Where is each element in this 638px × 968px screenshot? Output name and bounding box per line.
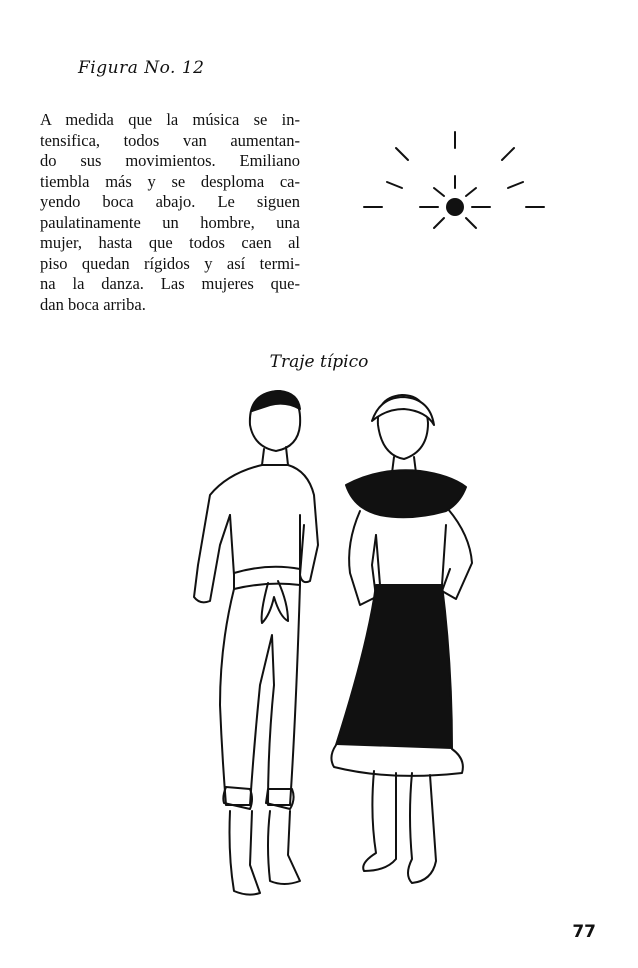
paragraph-line: do sus movimientos. Emiliano	[40, 151, 300, 170]
paragraph-line: piso quedan rígidos y así termi-	[40, 253, 300, 273]
man-figure	[194, 391, 318, 895]
traditional-costume-illustration	[150, 385, 510, 905]
ray-outer-right	[508, 182, 523, 188]
paragraph-line: na la danza. Las mujeres que-	[40, 274, 300, 293]
paragraph-line: A medida que la música se in-	[40, 110, 300, 129]
page-number: 77	[572, 922, 596, 942]
paragraph-line: paulatinamente un hombre, una	[40, 212, 300, 232]
paragraph-line: tensifica, todos van aumentan-	[40, 130, 300, 150]
ray-inner-upper-right	[466, 188, 476, 196]
body-paragraph	[40, 110, 300, 315]
ray-outer-left	[387, 182, 402, 188]
woman-figure	[331, 395, 472, 883]
paragraph-line: tiembla más y se desploma ca-	[40, 171, 300, 191]
center-dot	[446, 198, 464, 216]
ray-inner-upper-left	[434, 188, 444, 196]
ray-lower-left	[434, 218, 444, 228]
illustration-caption: Traje típico	[269, 352, 369, 372]
ray-outer-upper-right	[502, 148, 514, 160]
paragraph-line: yendo boca abajo. Le siguen	[40, 192, 300, 211]
ray-lower-right	[466, 218, 476, 228]
dance-position-diagram	[360, 128, 550, 240]
paragraph-line: dan boca arriba.	[40, 294, 146, 314]
ray-outer-upper-left	[396, 148, 408, 160]
paragraph-line: mujer, hasta que todos caen al	[40, 233, 300, 252]
figure-title: Figura No. 12	[78, 58, 205, 78]
